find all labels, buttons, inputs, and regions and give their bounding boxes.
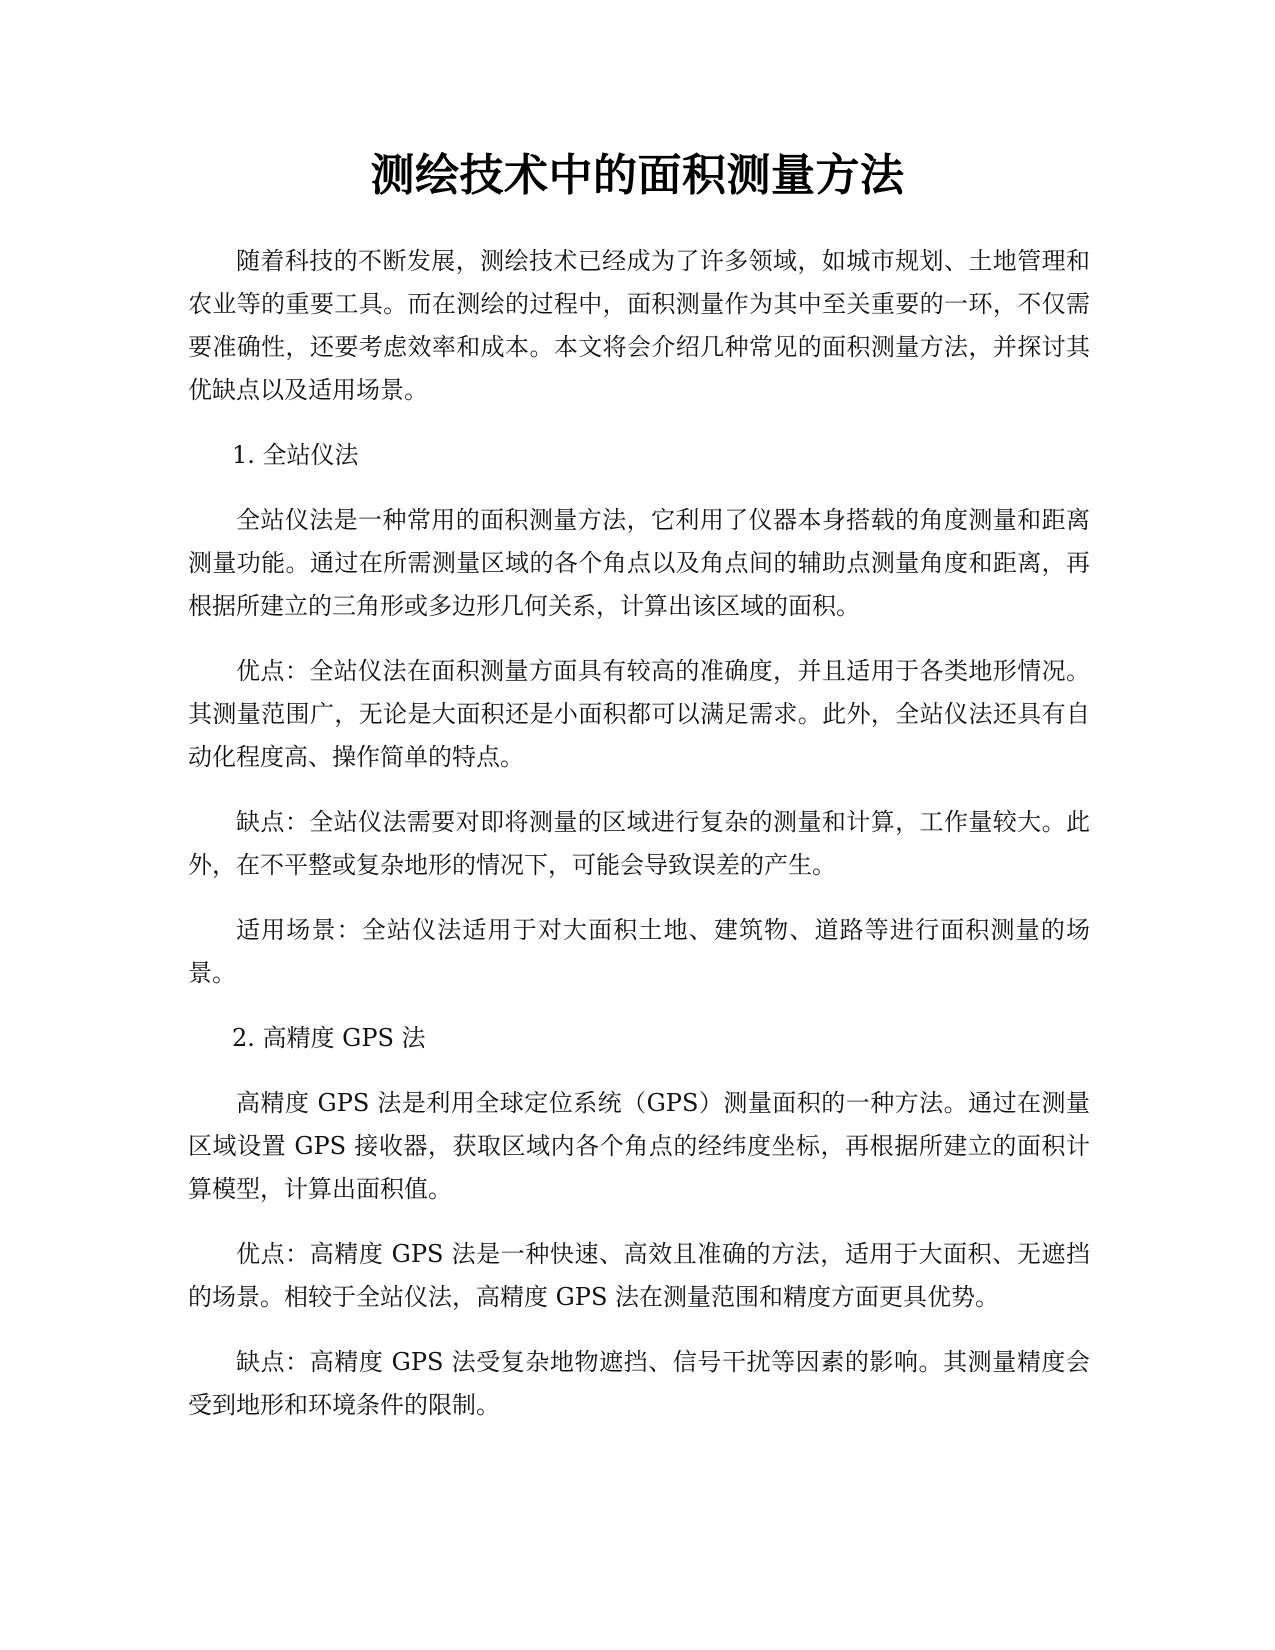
total-station-description: 全站仪法是一种常用的面积测量方法，它利用了仪器本身搭载的角度测量和距离测量功能。通过在所需测量区域的各个角点以及角点间的辅助点测量角度和距离，再根据所建立的三角形或多边形几何关系，计算出该区域的面积。 (188, 506, 1090, 620)
total-station-advantages: 优点：全站仪法在面积测量方面具有较高的准确度，并且适用于各类地形情况。其测量范围广，无论是大面积还是小面积都可以满足需求。此外，全站仪法还具有自动化程度高、操作简单的特点。 (188, 657, 1090, 771)
intro-paragraph: 随着科技的不断发展，测绘技术已经成为了许多领域，如城市规划、土地管理和农业等的重要工具。而在测绘的过程中，面积测量作为其中至关重要的一环，不仅需要准确性，还要考虑效率和成本。本文将会介绍几种常见的面积测量方法，并探讨其优缺点以及适用场景。 (188, 247, 1090, 404)
gps-disadvantages: 缺点：高精度 GPS 法受复杂地物遮挡、信号干扰等因素的影响。其测量精度会受到地形和环境条件的限制。 (188, 1348, 1090, 1419)
gps-advantages: 优点：高精度 GPS 法是一种快速、高效且准确的方法，适用于大面积、无遮挡的场景。相较于全站仪法，高精度 GPS 法在测量范围和精度方面更具优势。 (188, 1240, 1090, 1311)
total-station-scenarios: 适用场景：全站仪法适用于对大面积土地、建筑物、道路等进行面积测量的场景。 (188, 916, 1090, 987)
gps-description: 高精度 GPS 法是利用全球定位系统（GPS）测量面积的一种方法。通过在测量区域设置 GPS 接收器，获取区域内各个角点的经纬度坐标，再根据所建立的面积计算模型，计算出面积值。 (188, 1089, 1090, 1203)
section-heading-gps: 2. 高精度 GPS 法 (232, 1024, 426, 1052)
section-heading-total-station: 1. 全站仪法 (232, 441, 359, 469)
total-station-disadvantages: 缺点：全站仪法需要对即将测量的区域进行复杂的测量和计算，工作量较大。此外，在不平整或复杂地形的情况下，可能会导致误差的产生。 (188, 808, 1090, 879)
document-body (188, 240, 1090, 1449)
document-title: 测绘技术中的面积测量方法 (370, 150, 905, 201)
